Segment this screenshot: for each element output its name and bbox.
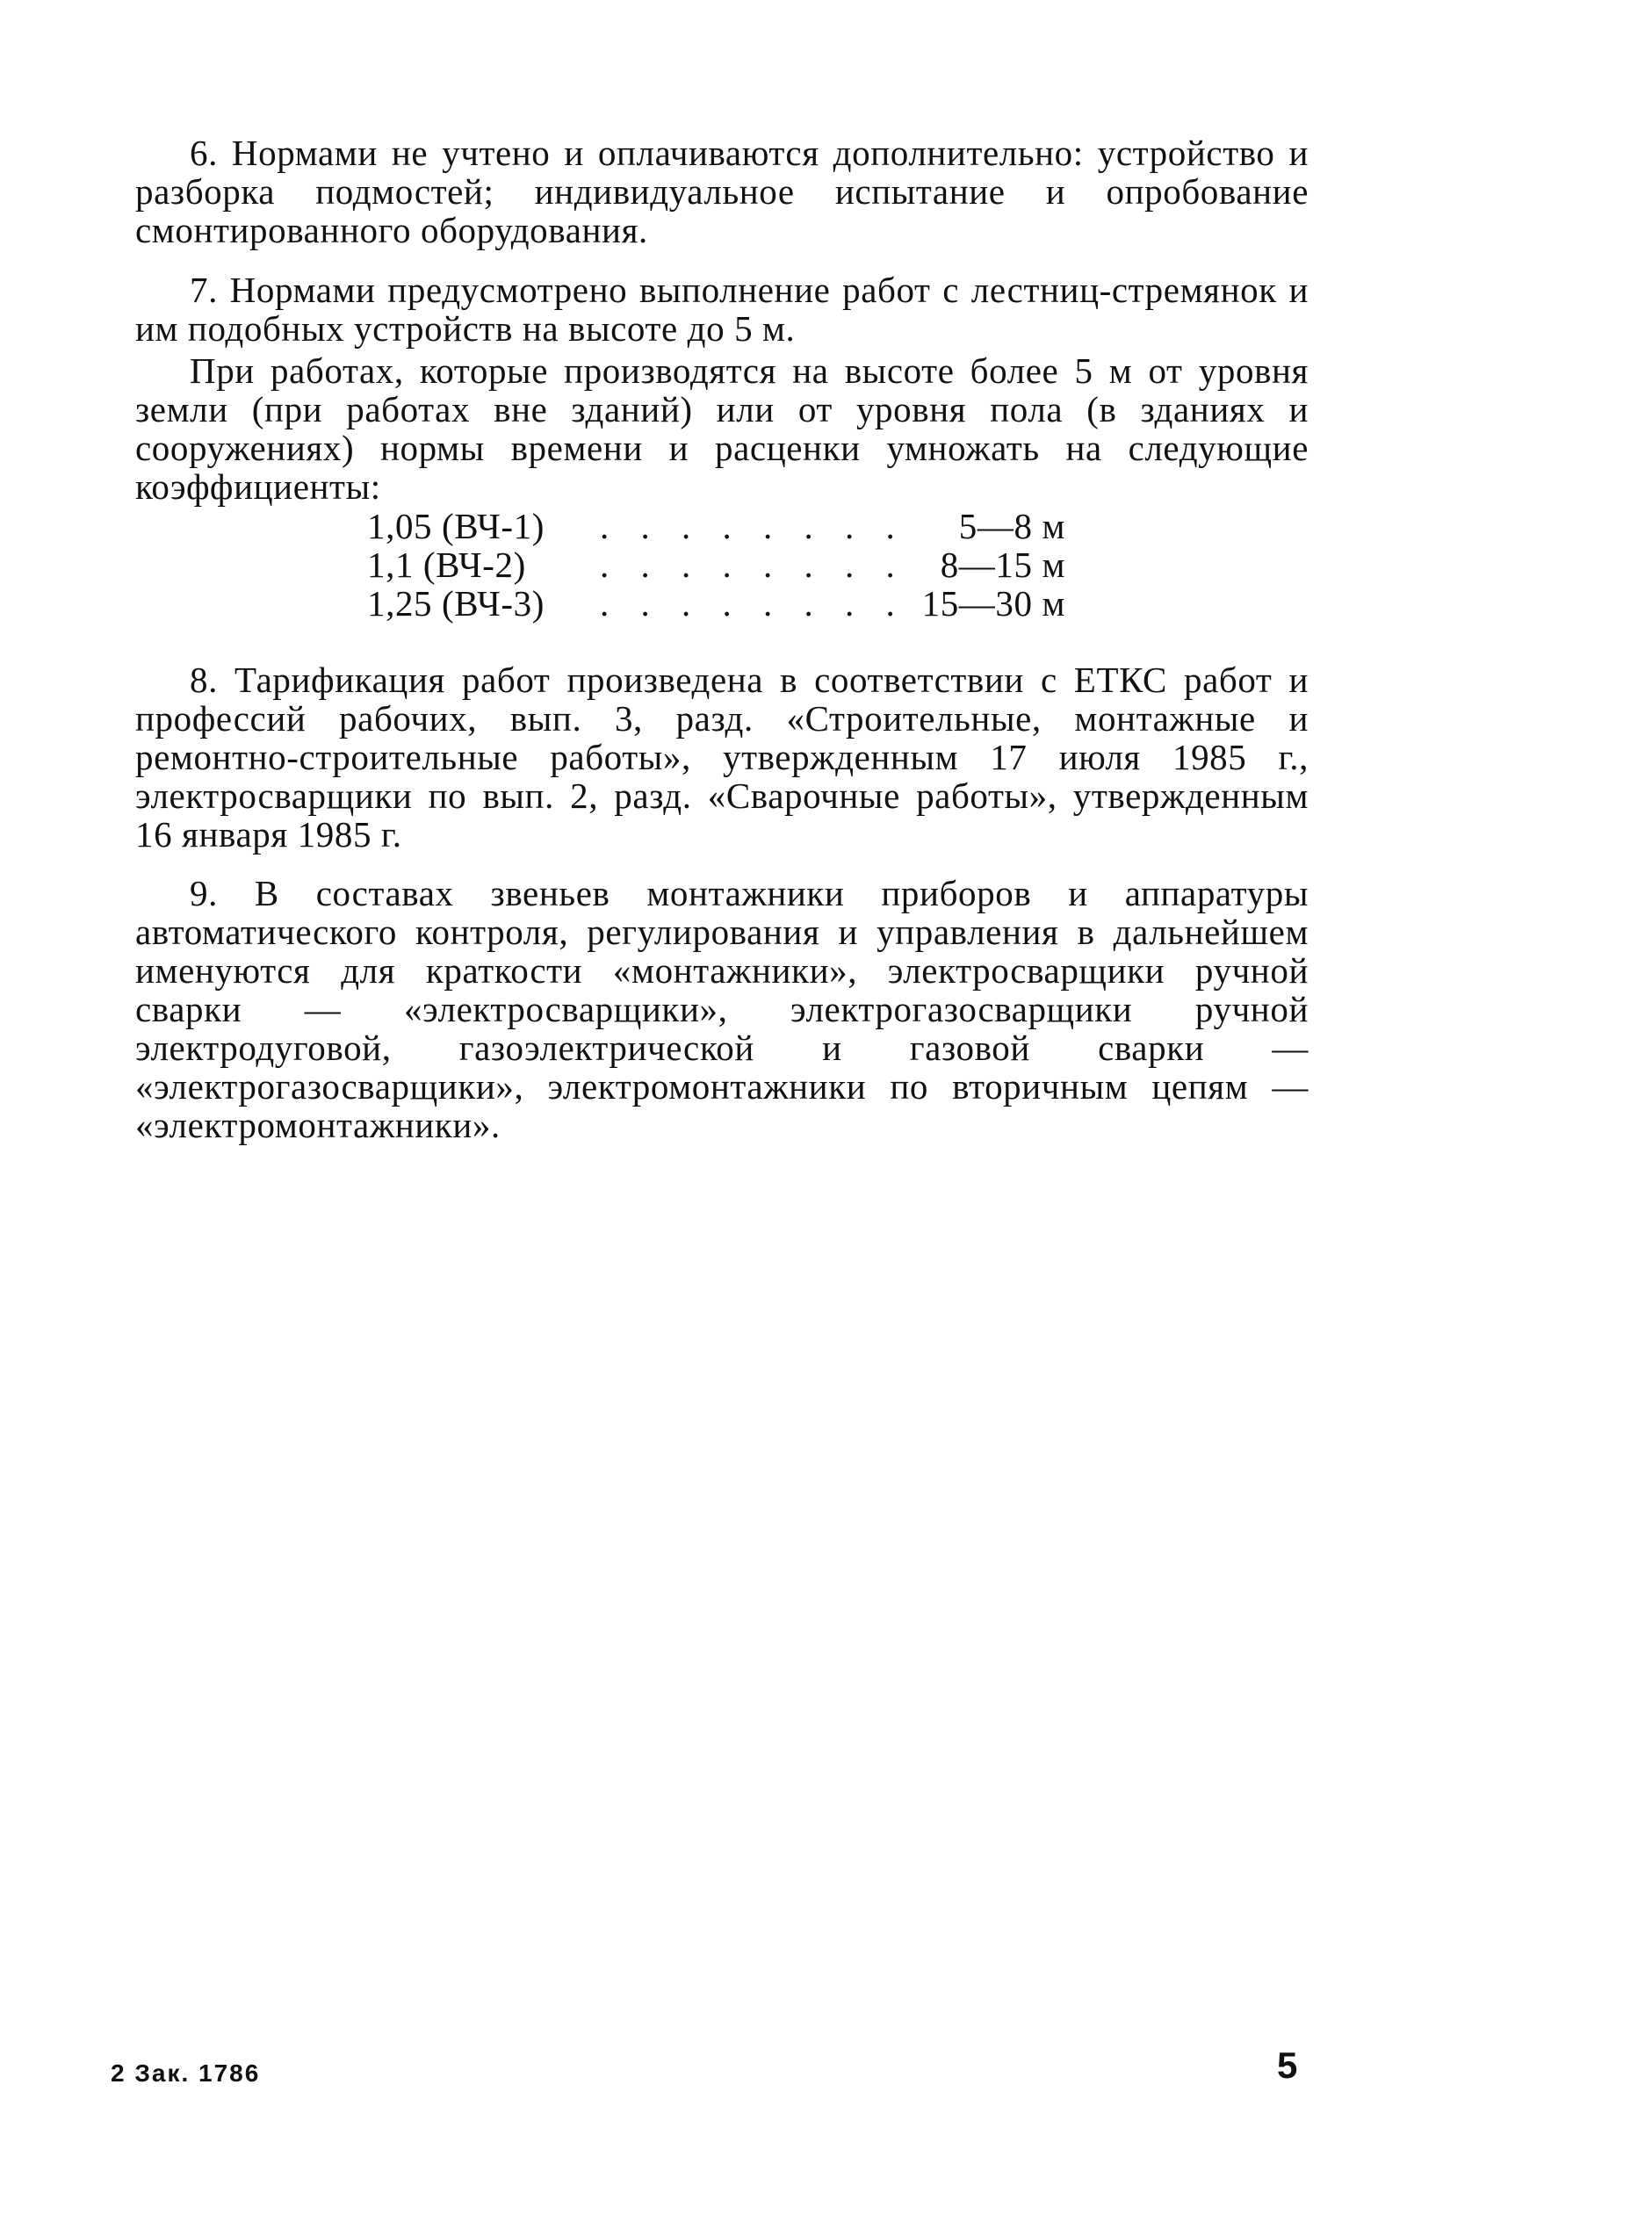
paragraph-6 xyxy=(135,133,1309,249)
coefficient-row xyxy=(367,584,1070,623)
leader-dots: . . . . . . . . xyxy=(600,583,906,624)
height-range: 15—30 м xyxy=(921,583,1065,624)
paragraph-7-continuation xyxy=(135,351,1309,506)
leader-dots: . . . . . . . . xyxy=(600,545,906,585)
coefficient-label: 1,25 (ВЧ-3) xyxy=(367,583,545,624)
paragraph-8 xyxy=(135,660,1309,854)
coefficient-label: 1,1 (ВЧ-2) xyxy=(367,545,526,585)
paragraph-7 xyxy=(135,270,1309,348)
paragraph-9 xyxy=(135,874,1309,1144)
paragraph-6-text: 6. Нормами не учтено и оплачиваются дополнительно: устройство и разборка подмостей; индивидуальное испытание и опробование смонтированного оборудования. xyxy=(135,133,1309,250)
height-range: 5—8 м xyxy=(958,506,1065,546)
coefficient-table xyxy=(367,507,1070,623)
paragraph-7-text: 7. Нормами предусмотрено выполнение работ с лестниц-стремянок и им подобных устройств на высоте до 5 м. xyxy=(135,270,1309,349)
height-range: 8—15 м xyxy=(940,545,1065,585)
paragraph-9-text: 9. В составах звеньев монтажники приборов и аппаратуры автоматического контроля, регулирования и управления в дальнейшем именуются для краткости «монтажники», электросварщики ручной сварки — «электросварщики», электрогазосварщики ручной электродуговой, газоэлектрической и газовой сварки — «электрогазосварщики», электромонтажники по вторичным цепям — «электромонтажники». xyxy=(135,873,1309,1145)
page-number: 5 xyxy=(1277,2045,1298,2086)
coefficient-row xyxy=(367,507,1070,545)
coefficient-row xyxy=(367,545,1070,584)
leader-dots: . . . . . . . . xyxy=(600,506,906,546)
coefficient-label: 1,05 (ВЧ-1) xyxy=(367,506,545,546)
paragraph-8-text: 8. Тарификация работ произведена в соответствии с ЕТКС работ и профессий рабочих, вып. 3, разд. «Строительные, монтажные и ремонтно-строительные работы», утвержденным 17 июля 1985 г., электросварщики по вып. 2, разд. «Сварочные работы», утвержденным 16 января 1985 г. xyxy=(135,660,1309,855)
order-number: 2 Зак. 1786 xyxy=(111,2059,261,2087)
paragraph-7-continuation-text: При работах, которые производятся на высоте более 5 м от уровня земли (при работах вне зданий) или от уровня пола (в зданиях и сооружениях) нормы времени и расценки умножать на следующие коэффициенты: xyxy=(135,350,1309,507)
